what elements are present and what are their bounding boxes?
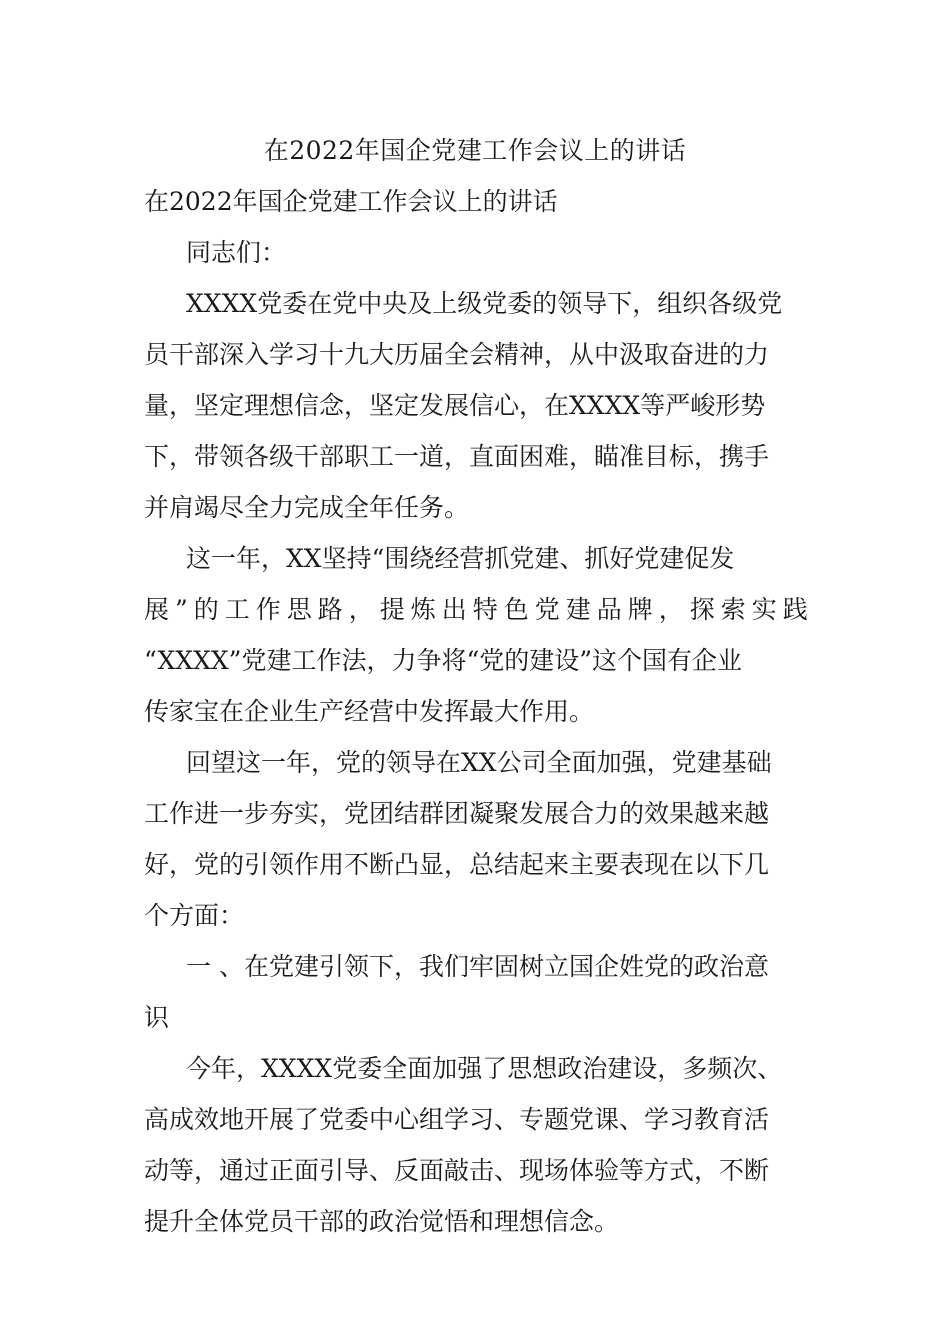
paragraph-1-line-4: 下，带领各级干部职工一道，直面困难，瞄准目标，携手 <box>144 442 770 471</box>
document-body <box>144 176 814 1247</box>
paragraph-3-line-2: 工作进一步夯实，党团结群团凝聚发展合力的效果越来越 <box>144 799 770 828</box>
paragraph-4-line-2: 高成效地开展了党委中心组学习、专题党课、学习教育活 <box>144 1105 770 1134</box>
paragraph-3-line-3: 好，党的引领作用不断凸显，总结起来主要表现在以下几 <box>144 850 770 879</box>
document-title: 在2022年国企党建工作会议上的讲话 <box>263 136 687 165</box>
paragraph-1-line-5: 并肩竭尽全力完成全年任务。 <box>144 493 470 522</box>
paragraph-4-line-1: 今年，XXXX党委全面加强了思想政治建设，多频次、 <box>186 1054 783 1083</box>
section-heading-1-line-1: 一 、在党建引领下，我们牢固树立国企姓党的政治意 <box>186 952 769 981</box>
paragraph-1-line-1: XXXX党委在党中央及上级党委的领导下，组织各级党 <box>186 289 783 318</box>
paragraph-2-line-3: “XXXX”党建工作法，力争将“党的建设”这个国有企业 <box>144 646 743 675</box>
salutation-line: 同志们： <box>186 238 287 267</box>
paragraph-3-line-4: 个方面： <box>144 901 245 930</box>
body-heading-line: 在2022年国企党建工作会议上的讲话 <box>144 187 558 216</box>
paragraph-2-line-4: 传家宝在企业生产经营中发挥最大作用。 <box>144 697 595 726</box>
paragraph-4-line-3: 动等，通过正面引导、反面敲击、现场体验等方式，不断 <box>144 1156 770 1185</box>
paragraph-1-line-2: 员干部深入学习十九大历届全会精神，从中汲取奋进的力 <box>144 340 770 369</box>
paragraph-1-line-3: 量，坚定理想信念，坚定发展信心，在XXXX等严峻形势 <box>144 391 766 420</box>
paragraph-4-line-4: 提升全体党员干部的政治觉悟和理想信念。 <box>144 1207 620 1236</box>
paragraph-2-line-2: 展”的工作思路，提炼出特色党建品牌，探索实践 <box>144 595 814 624</box>
paragraph-3-line-1: 回望这一年，党的领导在XX公司全面加强，党建基础 <box>186 748 772 777</box>
section-heading-1-line-2: 识 <box>144 1003 170 1032</box>
paragraph-2-line-1: 这一年，XX坚持“围绕经营抓党建、抓好党建促发 <box>186 544 735 573</box>
